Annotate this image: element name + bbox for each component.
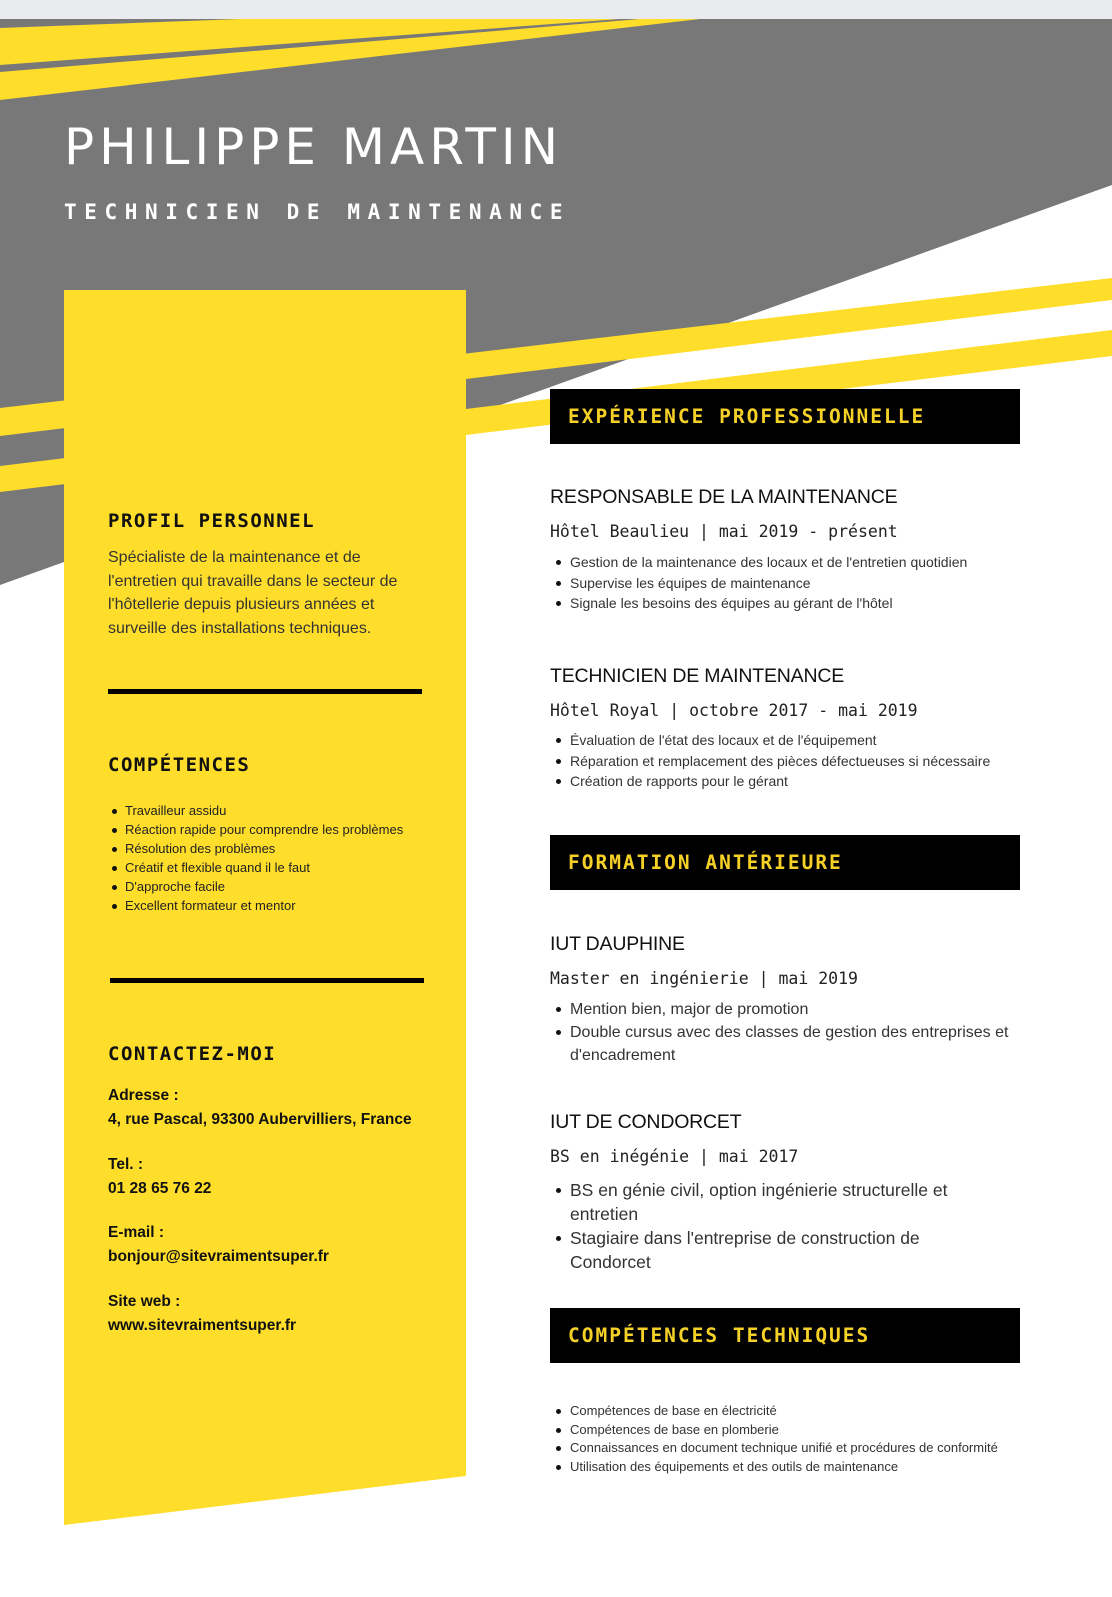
technical-list [554, 1402, 1024, 1477]
list-item: Stagiaire dans l'entreprise de construction de Condorcet [554, 1226, 1004, 1274]
list-item: Créatif et flexible quand il le faut [110, 859, 430, 878]
email-label: E-mail : [108, 1224, 164, 1241]
email-link[interactable]: bonjour@sitevraimentsuper.fr [108, 1248, 329, 1265]
contact-email [108, 1221, 428, 1269]
job-role: TECHNICIEN DE MAINTENANCE [64, 200, 571, 224]
website-label: Site web : [108, 1293, 181, 1310]
profile-heading: PROFIL PERSONNEL [108, 510, 316, 532]
contact-heading-wrap [108, 1043, 428, 1065]
profile-heading-wrap [108, 510, 428, 532]
list-item: Travailleur assidu [110, 802, 430, 821]
technical-heading: COMPÉTENCES TECHNIQUES [550, 1308, 1020, 1363]
contact-website [108, 1290, 428, 1338]
school-title: IUT DE CONDORCET [550, 1111, 742, 1133]
list-item: Mention bien, major de promotion [554, 998, 1024, 1021]
list-item: Signale les besoins des équipes au gérant de l'hôtel [554, 593, 1024, 614]
job-title: RESPONSABLE DE LA MAINTENANCE [550, 486, 898, 508]
list-item: Supervise les équipes de maintenance [554, 573, 1024, 594]
skills-heading: COMPÉTENCES [108, 754, 251, 776]
job-meta: Hôtel Beaulieu | mai 2019 - présent [550, 522, 898, 541]
skills-list [110, 802, 430, 915]
school-bullets [554, 998, 1024, 1067]
list-item: Réparation et remplacement des pièces défectueuses si nécessaire [554, 751, 1024, 772]
website-link[interactable]: www.sitevraimentsuper.fr [108, 1317, 297, 1334]
list-item: Gestion de la maintenance des locaux et de l'entretien quotidien [554, 552, 1024, 573]
list-item: Résolution des problèmes [110, 840, 430, 859]
contact-heading: CONTACTEZ-MOI [108, 1043, 277, 1065]
profile-text: Spécialiste de la maintenance et de l'entretien qui travaille dans le secteur de l'hôtellerie depuis plusieurs années et surveille des installations techniques. [108, 549, 398, 637]
job-bullets [554, 730, 1024, 792]
education-heading: FORMATION ANTÉRIEURE [550, 835, 1020, 890]
school-meta: Master en ingénierie | mai 2019 [550, 969, 858, 988]
list-item: Double cursus avec des classes de gestion des entreprises et d'encadrement [554, 1021, 1024, 1067]
experience-heading: EXPÉRIENCE PROFESSIONNELLE [550, 389, 1020, 444]
list-item: Excellent formateur et mentor [110, 897, 430, 916]
list-item: Utilisation des équipements et des outils de maintenance [554, 1458, 1024, 1477]
school-meta: BS en inégénie | mai 2017 [550, 1147, 799, 1166]
job-title: TECHNICIEN DE MAINTENANCE [550, 665, 845, 687]
contact-address [108, 1084, 428, 1132]
list-item: Évaluation de l'état des locaux et de l'équipement [554, 730, 1024, 751]
person-name: PHILIPPE MARTIN [64, 118, 564, 176]
skills-heading-wrap [108, 754, 428, 776]
list-item: Réaction rapide pour comprendre les problèmes [110, 821, 430, 840]
list-item: D'approche facile [110, 878, 430, 897]
job-bullets [554, 552, 1024, 614]
job-meta: Hôtel Royal | octobre 2017 - mai 2019 [550, 701, 918, 720]
list-item: Création de rapports pour le gérant [554, 771, 1024, 792]
phone-value: 01 28 65 76 22 [108, 1180, 212, 1197]
divider [110, 978, 424, 983]
list-item: Compétences de base en plomberie [554, 1421, 1024, 1440]
list-item: BS en génie civil, option ingénierie structurelle et entretien [554, 1178, 1004, 1226]
list-item: Compétences de base en électricité [554, 1402, 1024, 1421]
list-item: Connaissances en document technique unifié et procédures de conformité [554, 1439, 1024, 1458]
contact-phone [108, 1153, 428, 1201]
phone-label: Tel. : [108, 1156, 144, 1173]
address-label: Adresse : [108, 1087, 179, 1104]
school-bullets [554, 1178, 1004, 1274]
school-title: IUT DAUPHINE [550, 933, 685, 955]
address-value: 4, rue Pascal, 93300 Aubervilliers, France [108, 1111, 412, 1128]
divider [108, 689, 422, 694]
